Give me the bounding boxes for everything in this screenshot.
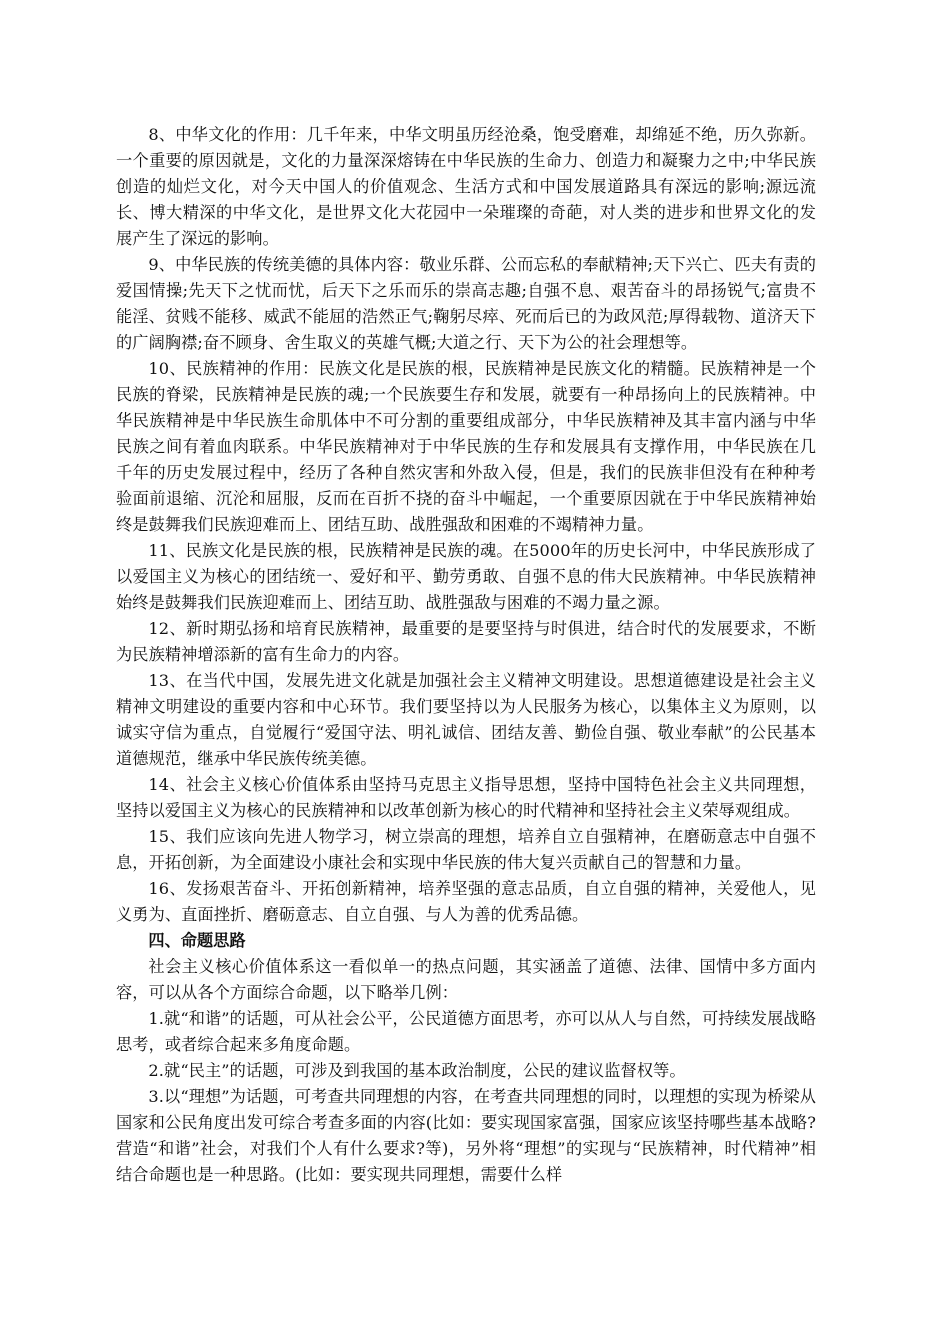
paragraph-item-2: 2.就“民主”的话题，可涉及到我国的基本政治制度，公民的建议监督权等。 [148,1061,686,1080]
paragraph-16: 16、发扬艰苦奋斗、开拓创新精神，培养坚强的意志品质，自立自强的精神，关爱他人，见义勇为、直面挫折、磨砺意志、自立自强、与人为善的优秀品德。 [116,879,816,924]
paragraph-8: 8、中华文化的作用：几千年来，中华文明虽历经沧桑，饱受磨难，却绵延不绝，历久弥新。一个重要的原因就是，文化的力量深深熔铸在中华民族的生命力、创造力和凝聚力之中;中华民族创造的灿烂文化，对今天中国人的价值观念、生活方式和中国发展道路具有深远的影响;源远流长、博大精深的中华文化，是世界文化大花园中一朵璀璨的奇葩，对人类的进步和世界文化的发展产生了深远的影响。 [116,125,816,248]
document-page [116,122,816,1188]
paragraph-12: 12、新时期弘扬和培育民族精神，最重要的是要坚持与时俱进，结合时代的发展要求，不断为民族精神增添新的富有生命力的内容。 [116,619,816,664]
paragraph-9: 9、中华民族的传统美德的具体内容：敬业乐群、公而忘私的奉献精神;天下兴亡、匹夫有责的爱国情操;先天下之忧而忧，后天下之乐而乐的崇高志趣;自强不息、艰苦奋斗的昂扬锐气;富贵不能淫、贫贱不能移、威武不能屈的浩然正气;鞠躬尽瘁、死而后已的为政风范;厚得载物、道济天下的广阔胸襟;奋不顾身、舍生取义的英雄气概;大道之行、天下为公的社会理想等。 [116,255,816,352]
paragraph-10: 10、民族精神的作用：民族文化是民族的根，民族精神是民族文化的精髓。民族精神是一个民族的脊梁，民族精神是民族的魂;一个民族要生存和发展，就要有一种昂扬向上的民族精神。中华民族精神是中华民族生命肌体中不可分割的重要组成部分，中华民族精神及其丰富内涵与中华民族之间有着血肉联系。中华民族精神对于中华民族的生存和发展具有支撑作用，中华民族在几千年的历史发展过程中，经历了各种自然灾害和外敌入侵，但是，我们的民族非但没有在种种考验面前退缩、沉沦和屈服，反而在百折不挠的奋斗中崛起，一个重要原因就在于中华民族精神始终是鼓舞我们民族迎难而上、团结互助、战胜强敌和困难的不竭精神力量。 [116,359,816,534]
paragraph-intro: 社会主义核心价值体系这一看似单一的热点问题，其实涵盖了道德、法律、国情中多方面内容，可以从各个方面综合命题，以下略举几例： [116,957,816,1002]
paragraph-15: 15、我们应该向先进人物学习，树立崇高的理想，培养自立自强精神，在磨砺意志中自强不息，开拓创新，为全面建设小康社会和实现中华民族的伟大复兴贡献自己的智慧和力量。 [116,827,816,872]
section-heading: 四、命题思路 [148,931,246,950]
paragraph-item-1: 1.就“和谐”的话题，可从社会公平，公民道德方面思考，亦可以从人与自然，可持续发展战略思考，或者综合起来多角度命题。 [116,1009,816,1054]
paragraph-item-3: 3.以“理想”为话题，可考查共同理想的内容，在考查共同理想的同时，以理想的实现为桥梁从国家和公民角度出发可综合考查多面的内容(比如：要实现国家富强，国家应该坚持哪些基本战略?营造“和谐”社会，对我们个人有什么要求?等)，另外将“理想”的实现与“民族精神，时代精神”相结合命题也是一种思路。(比如：要实现共同理想，需要什么样 [116,1087,816,1184]
paragraph-13: 13、在当代中国，发展先进文化就是加强社会主义精神文明建设。思想道德建设是社会主义精神文明建设的重要内容和中心环节。我们要坚持以为人民服务为核心，以集体主义为原则，以诚实守信为重点，自觉履行“爱国守法、明礼诚信、团结友善、勤俭自强、敬业奉献”的公民基本道德规范，继承中华民族传统美德。 [116,671,816,768]
paragraph-11: 11、民族文化是民族的根，民族精神是民族的魂。在5000年的历史长河中，中华民族形成了以爱国主义为核心的团结统一、爱好和平、勤劳勇敢、自强不息的伟大民族精神。中华民族精神始终是鼓舞我们民族迎难而上、团结互助、战胜强敌与困难的不竭力量之源。 [116,541,816,612]
paragraph-14: 14、社会主义核心价值体系由坚持马克思主义指导思想，坚持中国特色社会主义共同理想，坚持以爱国主义为核心的民族精神和以改革创新为核心的时代精神和坚持社会主义荣辱观组成。 [116,775,816,820]
